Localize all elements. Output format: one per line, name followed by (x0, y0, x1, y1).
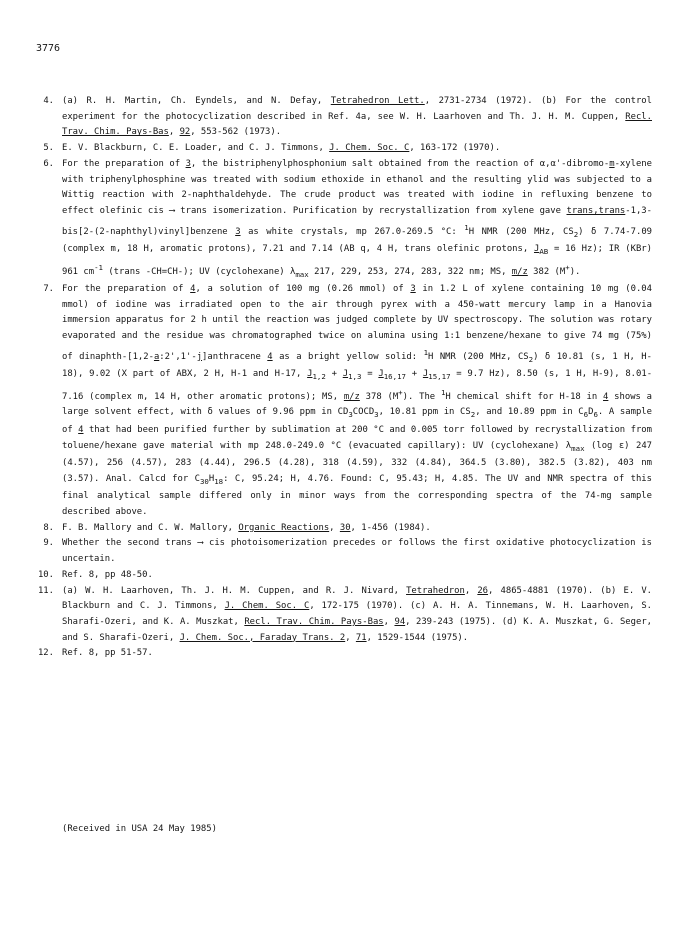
reference-item (36, 584, 652, 647)
reference-number: 7. (43, 284, 54, 295)
received-date: (Received in USA 24 May 1985) (62, 824, 217, 834)
reference-item (36, 282, 652, 521)
reference-text: Ref. 8, pp 51-57. (62, 648, 153, 659)
reference-number: 6. (43, 158, 54, 169)
reference-item (36, 646, 652, 662)
reference-number: 11. (37, 585, 54, 596)
page-number: 3776 (36, 43, 61, 54)
reference-number: 5. (43, 143, 54, 154)
reference-item (36, 141, 652, 157)
reference-text: F. B. Mallory and C. W. Mallory, Organic Reactions, 30, 1-456 (1984). (62, 522, 431, 533)
reference-item (36, 521, 652, 537)
reference-text: Ref. 8, pp 48-50. (62, 569, 153, 580)
reference-number: 12. (37, 648, 54, 659)
reference-list (36, 94, 652, 662)
reference-number: 10. (37, 569, 54, 580)
reference-text: For the preparation of 3, the bistriphenylphosphonium salt obtained from the reaction of α,α'-dibromo-m-xylene with triphenylphosphine was treated with sodium ethoxide in ethanol and the resulting ylid was subjected to a Wittig reaction with 2-naphthaldehyde. The crude product was treated with iodine in refluxing benzene to effect olefinic cis ⟶ trans isomerization. Purification by recrystallization from xylene gave trans,trans-1,3-bis[2-(2-naphthyl)vinyl]benzene 3 as white crystals, mp 267.0-269.5 °C: $^1$H NMR (200 MHz, $CS_2$) δ 7.74-7.09 (complex m, 18 H, aromatic protons), 7.21 and 7.14 (AB q, 4 H, trans olefinic protons, $J_{AB} = 16$ Hz); IR (KBr) 961 $cm^{-1}$ (trans -CH=CH-); UV (cyclohexane) $\lambda_{max}$ 217, 229, 253, 274, 283, 322 nm; MS, m/z 382 (M+). (62, 158, 653, 279)
reference-item (36, 568, 652, 584)
reference-number: 4. (43, 96, 54, 106)
reference-number: 9. (43, 538, 54, 549)
reference-item (36, 536, 652, 567)
reference-text: (a) W. H. Laarhoven, Th. J. H. M. Cuppen, and R. J. Nivard, Tetrahedron, 26, 4865-4881 (1970). (b) E. V. Blackburn and C. J. Timmons, J. Chem. Soc. C, 172-175 (1970). (c) A. H. A. Tinnemans, W. H. Laarhoven, S. Sharafi-Ozeri, and K. A. Muszkat, Recl. Trav. Chim. Pays-Bas, 94, 239-243 (1975). (d) K. A. Muszkat, G. Seger, and S. Sharafi-Ozeri, J. Chem. Soc., Faraday Trans. 2, 71, 1529-1544 (1975). (62, 585, 653, 643)
reference-item (36, 94, 652, 141)
reference-text: Whether the second trans ⟶ cis photoisomerization precedes or follows the first oxidative photocyclization is uncertain. (62, 538, 652, 565)
reference-text: E. V. Blackburn, C. E. Loader, and C. J. Timmons, J. Chem. Soc. C, 163-172 (1970). (62, 143, 501, 154)
reference-text: (a) R. H. Martin, Ch. Eyndels, and N. Defay, Tetrahedron Lett., 2731-2734 (1972). (b) For the control experiment for the photocyclization described in Ref. 4a, see W. H. Laarhoven and Th. J. H. M. Cuppen, Recl. Trav. Chim. Pays-Bas, 92, 553-562 (1973). (62, 96, 652, 138)
reference-number: 8. (43, 522, 54, 533)
reference-text: For the preparation of 4, a solution of 100 mg (0.26 mmol) of 3 in 1.2 L of xylene containing 10 mg (0.04 mmol) of iodine was irradiated open to the air through pyrex with a 450-watt mercury lamp in a Hanovia immersion apparatus for 2 h until the reaction was judged complete by UV spectroscopy. The solution was rotary evaporated and the residue was chromatographed twice on alumina using 1:1 benzene/hexane to give 74 mg (75%) of dinaphth-[1,2-a:2',1'-j]anthracene 4 as a bright yellow solid: $^1$H NMR (200 MHz, $CS_2$) δ 10.81 (s, 1 H, H-18), 9.02 (X part of ABX, 2 H, H-1 and H-17, $J_{1,2} + J_{1,3} = J_{16,17} + J_{15,17} = 9.7$ Hz), 8.50 (s, 1 H, H-9), 8.01-7.16 (complex m, 14 H, other aromatic protons); MS, m/z 378 (M+). The $^1$H chemical shift for H-18 in 4 shows a large solvent effect, with δ values of 9.96 ppm in $CD_3COCD_3$, 10.81 ppm in $CS_2$, and 10.89 ppm in $C_6D_6$. A sample of 4 that had been purified further by sublimation at 200 °C and 0.005 torr followed by recrystallization from toluene/hexane gave material with mp 248.0-249.0 °C (evacuated capillary): UV (cyclohexane) $\lambda_{max}$ (log ε) 247 (4.57), 256 (4.57), 283 (4.44), 296.5 (4.28), 318 (4.59), 332 (4.84), 364.5 (3.80), 382.5 (3.82), 403 nm (3.57). Anal. Calcd for $C_{30}H_{18}$: C, 95.24; H, 4.76. Found: C, 95.43; H, 4.85. The UV and NMR spectra of this final analytical sample differed only in minor ways from the corresponding spectra of the 74-mg sample described above. (62, 284, 653, 517)
reference-item (36, 157, 652, 282)
